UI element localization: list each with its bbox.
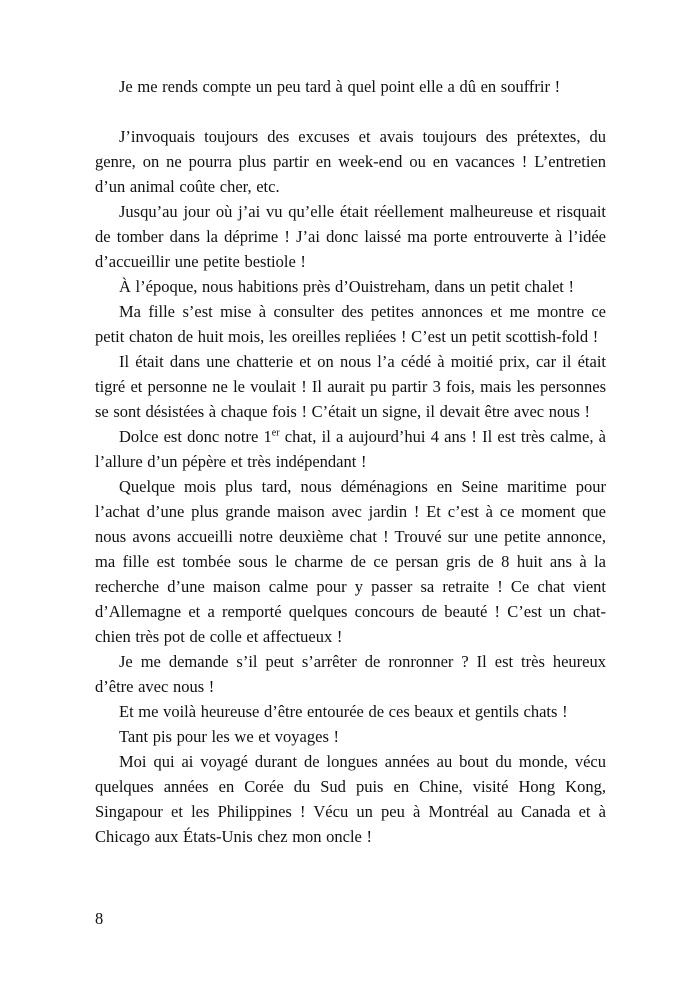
paragraph: Tant pis pour les we et voyages !: [119, 727, 339, 746]
paragraph: Quelque mois plus tard, nous déménagions en Seine maritime pour l’achat d’une plus grande maison avec jardin ! Et c’est à ce moment que nous avons accueilli notre deuxième chat ! Trouvé sur une petite annonce, ma fille est tombée sous le charme de ce persan gris de 8 huit ans à la recherche d’une maison calme pour y passer sa retraite ! Ce chat vient d’Allemagne et a remporté quelques concours de beauté ! C’est un chat-chien très pot de colle et affectueux !: [95, 477, 606, 646]
page-number: 8: [95, 909, 104, 928]
ordinal-superscript: er: [271, 427, 280, 439]
paragraph: Je me demande s’il peut s’arrêter de ronronner ? Il est très heureux d’être avec nous !: [95, 652, 606, 696]
paragraph: Jusqu’au jour où j’ai vu qu’elle était réellement malheureuse et risquait de tomber dans la déprime ! J’ai donc laissé ma porte entrouverte à l’idée d’accueillir une petite bestiole !: [95, 202, 606, 271]
paragraph: [95, 424, 606, 474]
paragraph-text: chat, il a aujourd’hui 4 ans ! Il est très calme, à l’allure d’un pépère et très indépendant !: [95, 427, 606, 471]
paragraph: Il était dans une chatterie et on nous l’a cédé à moitié prix, car il était tigré et personne ne le voulait ! Il aurait pu partir 3 fois, mais les personnes se sont désistées à chaque fois ! C’était un signe, il devait être avec nous !: [95, 352, 606, 421]
paragraph: À l’époque, nous habitions près d’Ouistreham, dans un petit chalet !: [119, 277, 574, 296]
page-text-block: [95, 74, 606, 849]
paragraph: Et me voilà heureuse d’être entourée de ces beaux et gentils chats !: [119, 702, 568, 721]
paragraph: Ma fille s’est mise à consulter des petites annonces et me montre ce petit chaton de huit mois, les oreilles repliées ! C’est un petit scottish-fold !: [95, 302, 606, 346]
paragraph: J’invoquais toujours des excuses et avais toujours des prétextes, du genre, on ne pourra plus partir en week-end ou en vacances ! L’entretien d’un animal coûte cher, etc.: [95, 127, 606, 196]
paragraph: Moi qui ai voyagé durant de longues années au bout du monde, vécu quelques années en Corée du Sud puis en Chine, visité Hong Kong, Singapour et les Philippines ! Vécu un peu à Montréal au Canada et à Chicago aux États-Unis chez mon oncle !: [95, 752, 606, 846]
paragraph-text: Dolce est donc notre 1: [119, 427, 272, 446]
paragraph: Je me rends compte un peu tard à quel point elle a dû en souffrir !: [119, 77, 561, 96]
